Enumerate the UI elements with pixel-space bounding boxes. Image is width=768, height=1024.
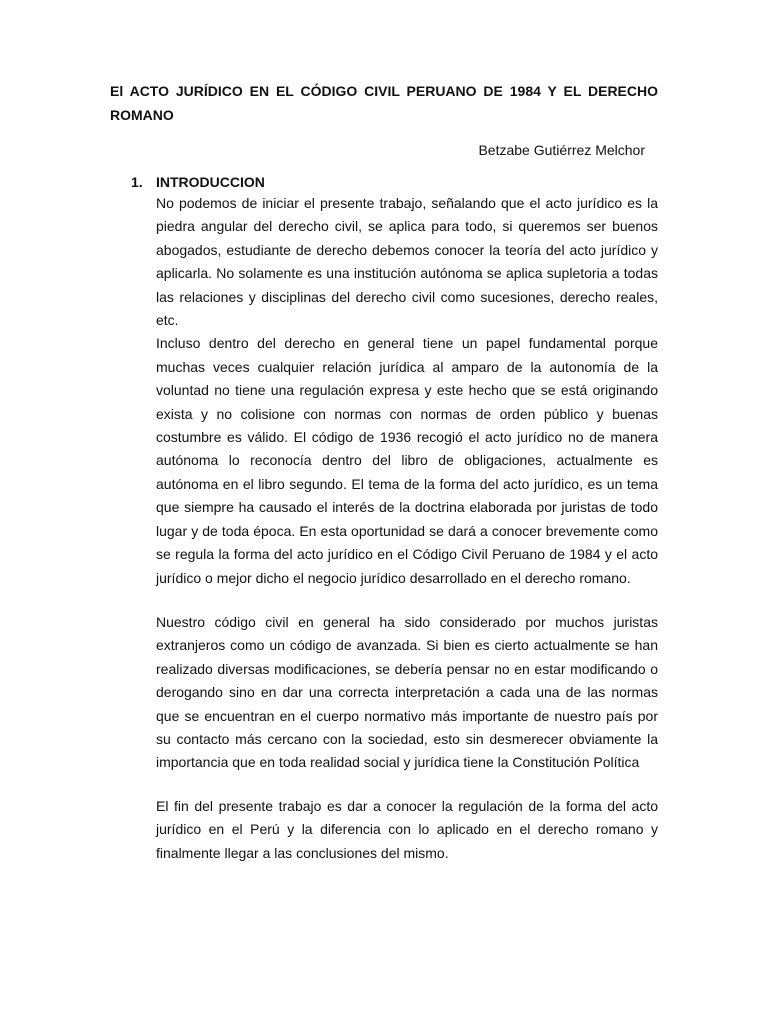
paragraph-block-3 [156,611,658,775]
paragraph-1: No podemos de iniciar el presente trabajo, señalando que el acto jurídico es la piedra angular del derecho civil, se aplica para todo, si queremos ser buenos abogados, estudiante de derecho debemos conocer la teoría del acto jurídico y aplicarla. No solamente es una institución autónoma se aplica supletoria a todas las relaciones y disciplinas del derecho civil como sucesiones, derecho reales, etc. [156,195,658,329]
paragraph-4: El fin del presente trabajo es dar a conocer la regulación de la forma del acto jurídico en el Perú y la diferencia con lo aplicado en el derecho romano y finalmente llegar a las conclusiones del mismo. [156,798,658,861]
author-name: Betzabe Gutiérrez Melchor [478,142,645,158]
document-title: El ACTO JURÍDICO EN EL CÓDIGO CIVIL PERUANO DE 1984 Y EL DERECHO ROMANO [110,83,658,123]
section-title: INTRODUCCION [156,174,265,190]
section-heading [131,172,265,192]
paragraph-block-4 [156,795,658,865]
section-number: 1. [131,174,143,190]
introduction-body [156,192,658,590]
paragraph-2: Incluso dentro del derecho en general tiene un papel fundamental porque muchas veces cualquier relación jurídica al amparo de la autonomía de la voluntad no tiene una regulación expresa y este hecho que se está originando exista y no colisione con normas con normas de orden público y buenas costumbre es válido. El código de 1936 recogió el acto jurídico no de manera autónoma lo reconocía dentro del libro de obligaciones, actualmente es autónoma en el libro segundo. El tema de la forma del acto jurídico, es un tema que siempre ha causado el interés de la doctrina elaborada por juristas de todo lugar y de toda época. En esta oportunidad se dará a conocer brevemente como se regula la forma del acto jurídico en el Código Civil Peruano de 1984 y el acto jurídico o mejor dicho el negocio jurídico desarrollado en el derecho romano. [156,335,658,586]
paragraph-3: Nuestro código civil en general ha sido considerado por muchos juristas extranjeros como un código de avanzada. Si bien es cierto actualmente se han realizado diversas modificaciones, se debería pensar no en estar modificando o derogando sino en dar una correcta interpretación a cada una de las normas que se encuentran en el cuerpo normativo más importante de nuestro país por su contacto más cercano con la sociedad, esto sin desmerecer obviamente la importancia que en toda realidad social y jurídica tiene la Constitución Política [156,614,658,771]
